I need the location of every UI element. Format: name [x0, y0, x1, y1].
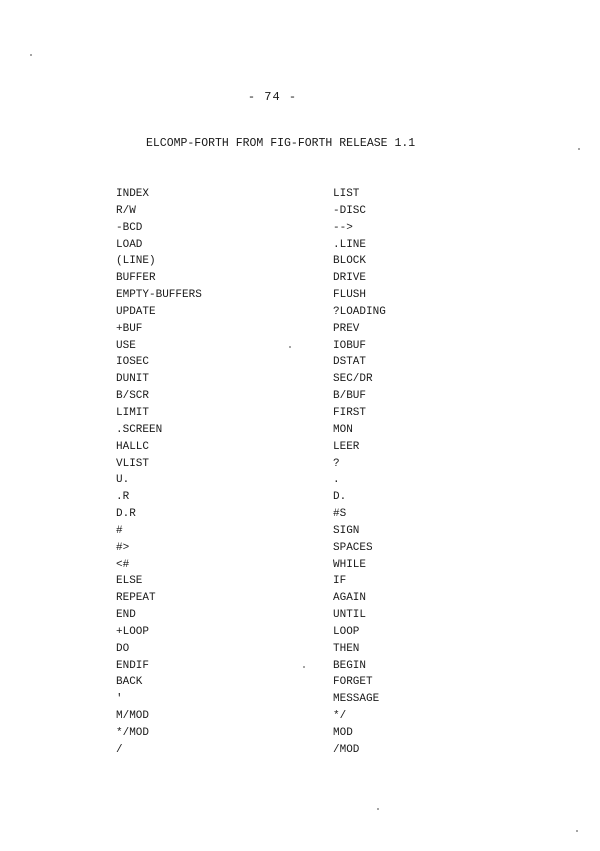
left-word-item: ELSE: [116, 575, 143, 588]
right-word-item: D.: [333, 491, 347, 504]
left-word-item: DO: [116, 642, 130, 655]
left-word-item: LOAD: [116, 238, 143, 251]
left-word-item: ENDIF: [116, 659, 150, 672]
left-word-item: LIMIT: [116, 406, 150, 419]
right-word-item: FLUSH: [333, 289, 367, 302]
left-word-item: #>: [116, 541, 130, 554]
right-word-item: DSTAT: [333, 356, 367, 369]
scan-speck: [30, 54, 32, 56]
page-number: - 74 -: [247, 90, 298, 104]
right-word-item: IF: [333, 575, 347, 588]
left-word-item: M/MOD: [116, 710, 150, 723]
right-word-item: MOD: [333, 727, 353, 739]
right-word-item: MESSAGE: [333, 693, 380, 706]
left-word-item: EMPTY-BUFFERS: [116, 289, 202, 302]
left-word-item: REPEAT: [116, 592, 156, 605]
scan-speck: [377, 808, 379, 810]
left-word-item: <#: [116, 558, 130, 571]
left-word-item: R/W: [116, 204, 136, 217]
left-word-item: (LINE): [116, 255, 156, 268]
left-word-item: +BUF: [116, 322, 143, 335]
right-word-item: .LINE: [333, 238, 367, 251]
right-word-item: SIGN: [333, 524, 360, 537]
right-word-item: ?: [333, 457, 340, 470]
right-word-item: SPACES: [333, 541, 373, 554]
right-word-item: -DISC: [333, 204, 367, 217]
right-word-item: THEN: [333, 642, 360, 655]
left-word-item: .R: [116, 491, 130, 504]
scan-speck: [576, 830, 578, 832]
scan-speck: [303, 666, 305, 668]
right-word-item: DRIVE: [333, 272, 367, 285]
left-word-item: B/SCR: [116, 390, 150, 403]
right-word-item: LOOP: [333, 625, 360, 638]
right-word-item: SEC/DR: [333, 373, 373, 386]
right-word-item: WHILE: [333, 558, 367, 571]
left-word-item: #: [116, 524, 123, 537]
right-word-item: FIRST: [333, 406, 367, 419]
right-word-item: LEER: [333, 440, 360, 453]
left-word-item: -BCD: [116, 221, 143, 234]
left-word-item: HALLC: [116, 440, 150, 453]
left-word-list: [116, 186, 202, 759]
scan-speck: [289, 346, 291, 348]
right-word-item: AGAIN: [333, 592, 367, 605]
left-word-item: BUFFER: [116, 272, 156, 285]
scan-speck: [578, 148, 580, 150]
right-word-list: [333, 186, 386, 759]
right-word-item: ?LOADING: [333, 305, 386, 318]
left-word-item: D.R: [116, 508, 136, 521]
right-word-item: BEGIN: [333, 659, 367, 672]
left-word-item: END: [116, 609, 136, 622]
left-word-item: VLIST: [116, 457, 150, 470]
right-word-item: LIST: [333, 188, 360, 200]
left-word-item: DUNIT: [116, 373, 150, 386]
left-word-item: UPDATE: [116, 305, 156, 318]
left-word-item: /: [116, 743, 123, 756]
right-word-item: B/BUF: [333, 390, 367, 403]
right-word-item: -->: [333, 221, 353, 234]
right-word-item: IOBUF: [333, 339, 367, 352]
right-word-item: .: [333, 474, 340, 487]
left-word-item: U.: [116, 474, 130, 487]
left-word-item: IOSEC: [116, 356, 150, 369]
left-word-item: INDEX: [116, 188, 150, 200]
right-word-item: FORGET: [333, 676, 373, 689]
right-word-item: UNTIL: [333, 609, 367, 622]
right-word-item: */: [333, 710, 347, 723]
right-word-item: #S: [333, 508, 347, 521]
right-word-item: PREV: [333, 322, 360, 335]
right-word-item: /MOD: [333, 743, 360, 756]
document-title: ELCOMP-FORTH FROM FIG-FORTH RELEASE 1.1: [146, 137, 416, 150]
right-word-item: BLOCK: [333, 255, 367, 268]
left-word-item: +LOOP: [116, 625, 150, 638]
left-word-item: */MOD: [116, 727, 150, 739]
left-word-item: BACK: [116, 676, 143, 689]
left-word-item: ': [116, 693, 123, 706]
right-word-item: MON: [333, 423, 353, 436]
left-word-item: USE: [116, 339, 136, 352]
left-word-item: .SCREEN: [116, 423, 163, 436]
